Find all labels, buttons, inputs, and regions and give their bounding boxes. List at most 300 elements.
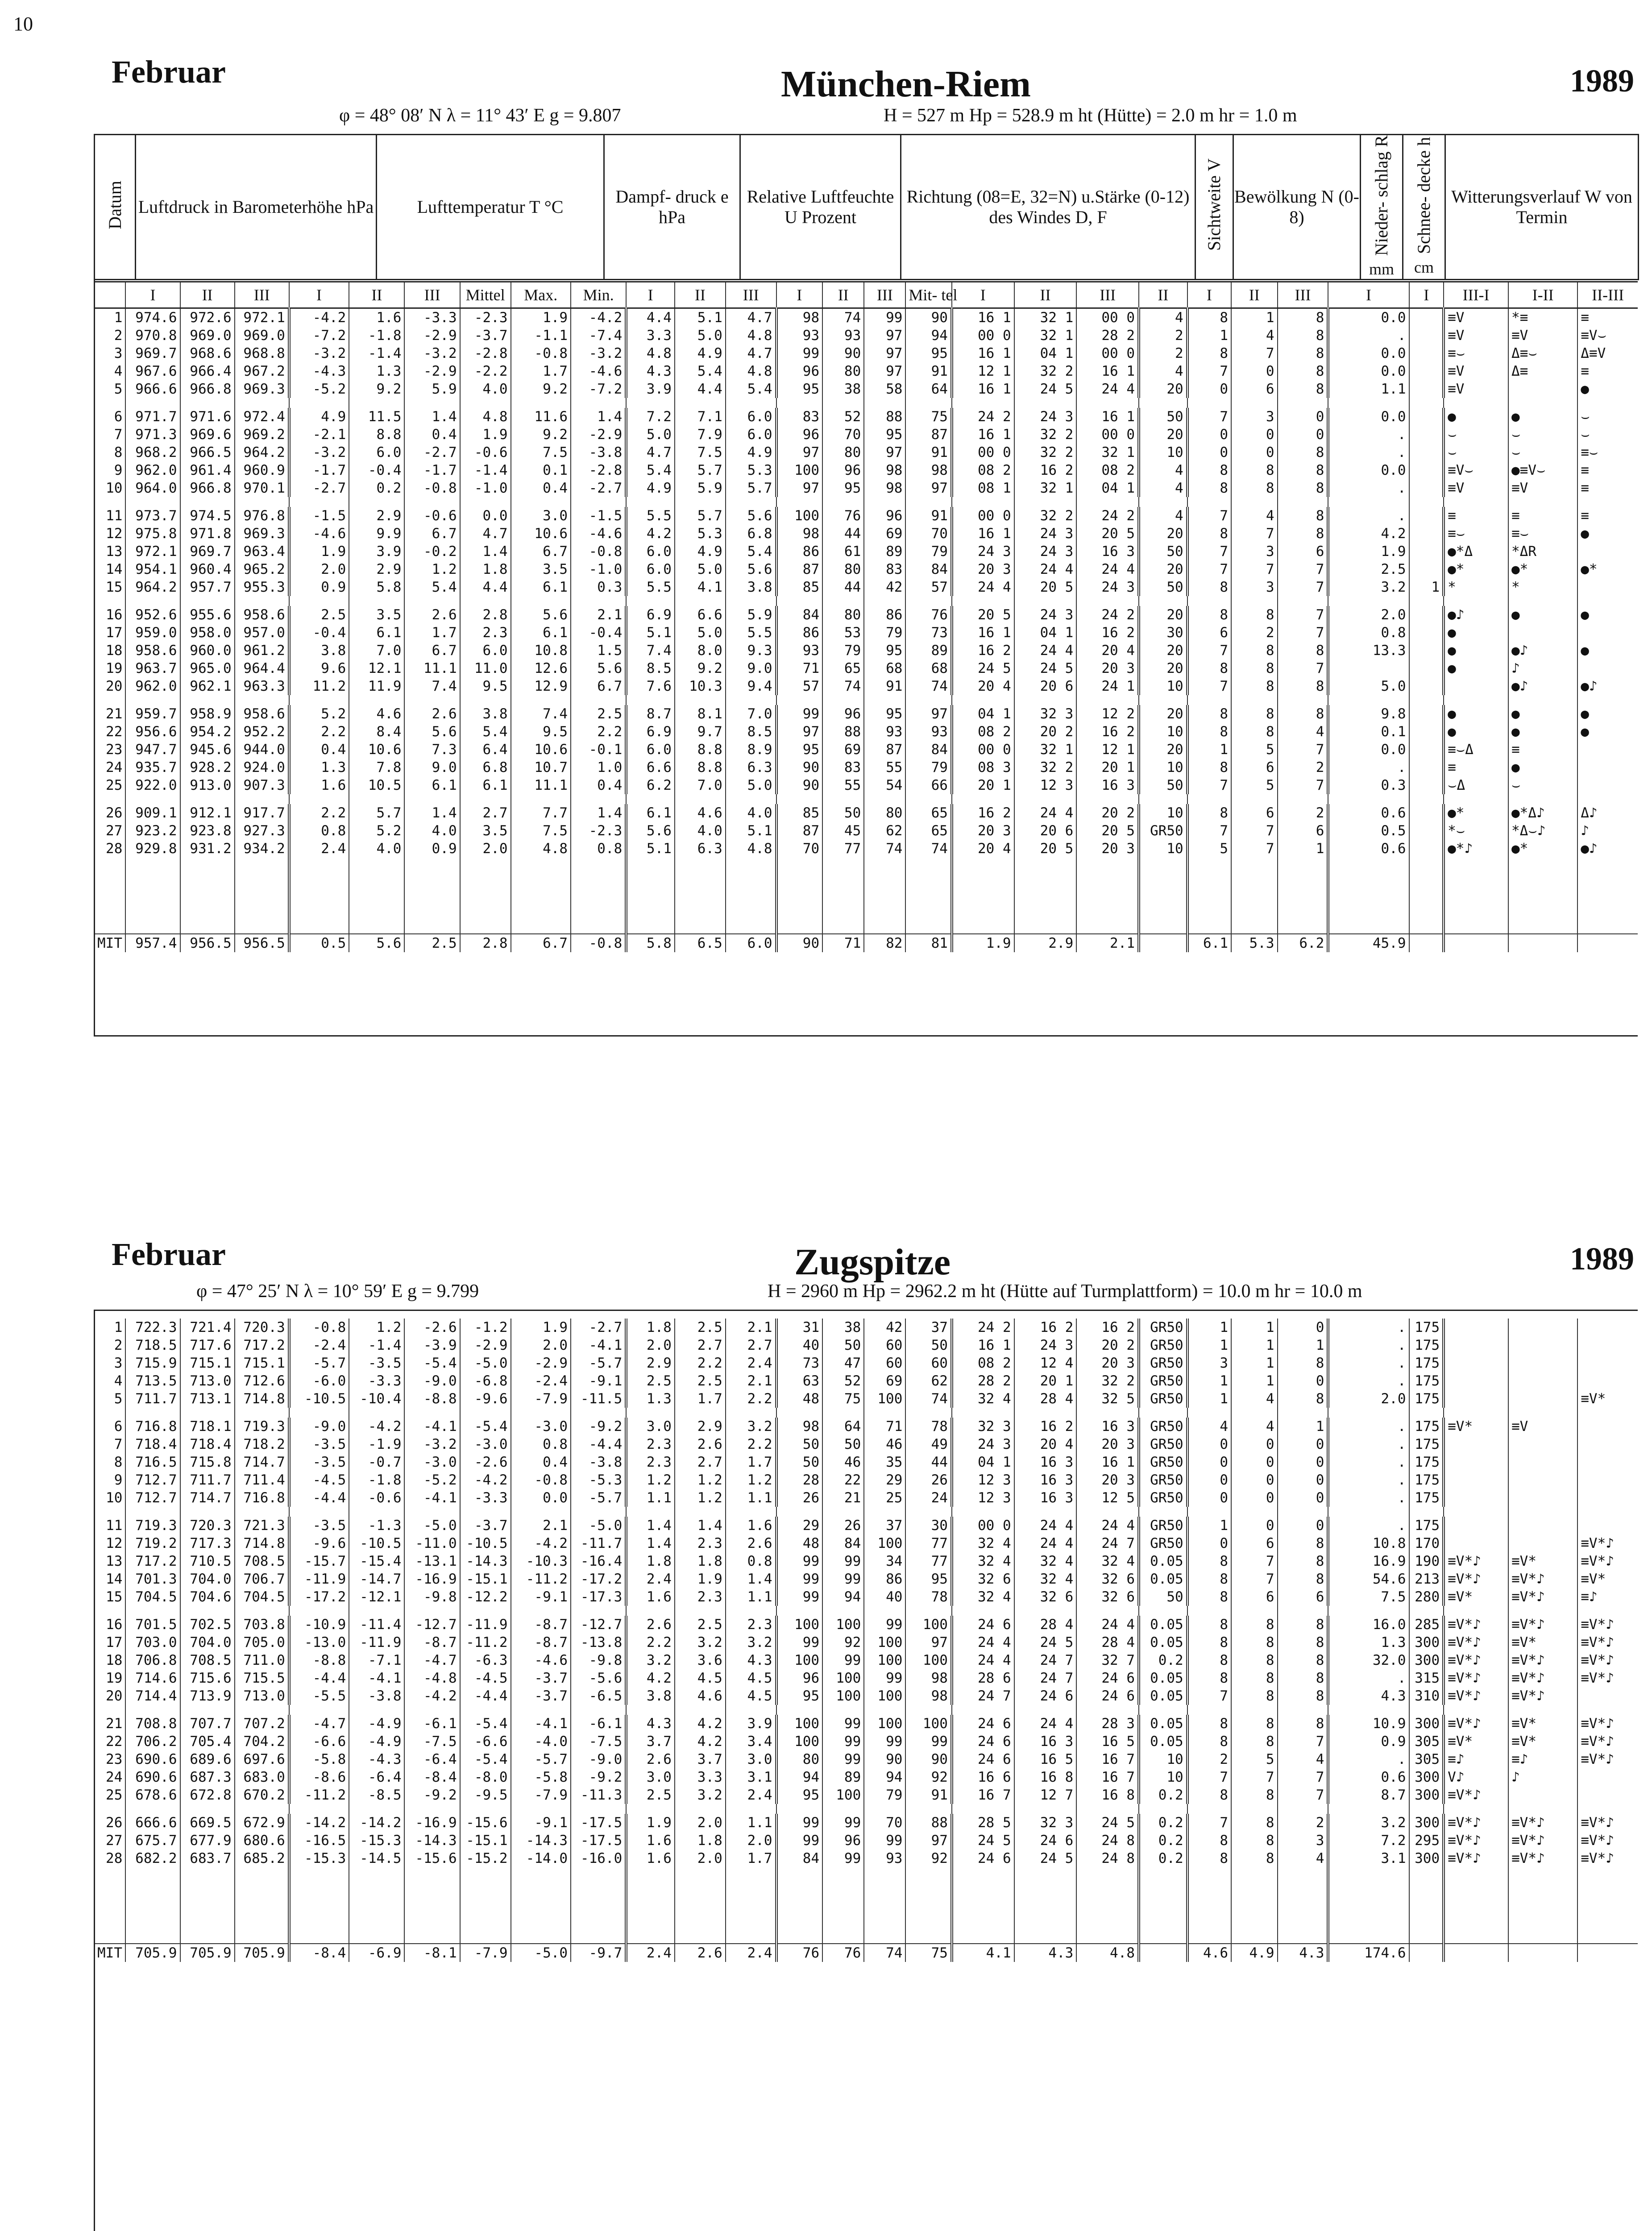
muenchen-cell: 5.1 [626, 624, 675, 642]
muenchen-cell: 100 [776, 461, 823, 479]
zugspitze-gap-cell [1014, 1804, 1077, 1814]
muenchen-cell: 24 4 [1014, 560, 1077, 578]
zugspitze-cell: 716.5 [125, 1453, 180, 1471]
muenchen-cell: -2.9 [404, 362, 460, 380]
zugspitze-cell: . [1328, 1489, 1409, 1507]
zugspitze-cell: 4 [94, 1372, 125, 1390]
zugspitze-cell: 16 1 [1076, 1453, 1139, 1471]
zugspitze-cell: 683.0 [235, 1768, 289, 1786]
muenchen-cell: 24 5 [1014, 380, 1077, 398]
zugspitze-cell: 50 [822, 1435, 864, 1453]
zugspitze-cell: 305 [1409, 1733, 1444, 1750]
muenchen-cell: 8.5 [726, 723, 776, 741]
zugspitze-cell: 689.6 [180, 1750, 235, 1768]
muenchen-cell: 6.0 [626, 543, 675, 560]
zugspitze-cell: 8 [1187, 1832, 1231, 1849]
muenchen-cell: 97 [864, 327, 905, 344]
zugspitze-cell: 78 [905, 1418, 952, 1435]
muenchen-cell [1409, 723, 1444, 741]
muenchen-gap-cell [180, 596, 235, 606]
zugspitze-cell: -4.3 [349, 1750, 404, 1768]
zugspitze-cell: 175 [1409, 1336, 1444, 1354]
muenchen-cell [1409, 507, 1444, 525]
zugspitze-cell: -15.3 [349, 1832, 404, 1849]
zugspitze-cell: 720.3 [235, 1319, 289, 1336]
muenchen-cell: 954.2 [180, 723, 235, 741]
muenchen-cell: 20 [1139, 380, 1187, 398]
zugspitze-cell: 78 [905, 1588, 952, 1606]
zugspitze-cell: -6.4 [349, 1768, 404, 1786]
zugspitze-cell: 0.05 [1139, 1616, 1187, 1634]
muenchen-cell: 4.8 [726, 840, 776, 858]
muenchen-cell: 2 [1231, 624, 1278, 642]
zugspitze-cell: 704.5 [125, 1588, 180, 1606]
zugspitze-cell: -5.0 [460, 1354, 511, 1372]
muenchen-table-row [94, 606, 1638, 624]
muenchen-cell: 44 [822, 525, 864, 543]
zugspitze-cell: 1 [1187, 1372, 1231, 1390]
zugspitze-cell: ≡V*♪ [1508, 1570, 1577, 1588]
zugspitze-cell: 99 [905, 1733, 952, 1750]
zugspitze-mittel-cell: 4.6 [1187, 1944, 1231, 1962]
zugspitze-cell: 52 [822, 1372, 864, 1390]
zugspitze-cell: 32 6 [1014, 1588, 1077, 1606]
zugspitze-cell: GR50 [1139, 1354, 1187, 1372]
zugspitze-cell: 10 [94, 1489, 125, 1507]
zugspitze-cell: 1.2 [675, 1489, 726, 1507]
muenchen-gap-cell [905, 497, 952, 507]
muenchen-cell: 11.6 [511, 408, 571, 426]
muenchen-cell [1409, 408, 1444, 426]
muenchen-cell: 8 [1231, 479, 1278, 497]
zugspitze-cell: 21 [94, 1715, 125, 1733]
muenchen-cell: 6.8 [460, 759, 511, 776]
zugspitze-cell: -14.3 [511, 1832, 571, 1849]
muenchen-cell: 24 3 [1014, 408, 1077, 426]
zugspitze-cell: 713.0 [235, 1687, 289, 1705]
muenchen-cell: -1.7 [289, 461, 349, 479]
muenchen-spacer-cell [180, 858, 235, 934]
muenchen-cell: 79 [905, 543, 952, 560]
zugspitze-spacer-cell [1278, 1867, 1328, 1944]
zugspitze-cell: 7 [1187, 1687, 1231, 1705]
zugspitze-mittel-cell: -6.9 [349, 1944, 404, 1962]
muenchen-subheader-cell: II [1231, 282, 1278, 308]
zugspitze-cell: -12.7 [404, 1616, 460, 1634]
zugspitze-cell: 69 [864, 1372, 905, 1390]
zugspitze-cell: 704.0 [180, 1570, 235, 1588]
zugspitze-gap-cell [94, 1507, 125, 1517]
zugspitze-cell: -4.0 [511, 1733, 571, 1750]
zugspitze-cell: -6.1 [571, 1715, 626, 1733]
zugspitze-cell: 175 [1409, 1372, 1444, 1390]
muenchen-gap-cell [1014, 794, 1077, 804]
muenchen-cell: 8 [1278, 327, 1328, 344]
zugspitze-cell: 24 6 [1014, 1832, 1077, 1849]
zugspitze-mittel-cell: 74 [864, 1944, 905, 1962]
zugspitze-table-row [94, 1768, 1638, 1786]
muenchen-cell: 2.7 [460, 804, 511, 822]
muenchen-cell: 1 [1278, 840, 1328, 858]
muenchen-cell: 16 3 [1076, 543, 1139, 560]
muenchen-cell: 32 2 [1014, 759, 1077, 776]
muenchen-gap-cell [776, 398, 823, 408]
zugspitze-cell: 175 [1409, 1390, 1444, 1408]
zugspitze-cell: 8 [1187, 1570, 1231, 1588]
zugspitze-gap-cell [952, 1804, 1014, 1814]
muenchen-cell: 4.9 [626, 479, 675, 497]
zugspitze-cell: 0 [1187, 1435, 1231, 1453]
zugspitze-mittel-cell: -8.4 [289, 1944, 349, 1962]
muenchen-mittel-cell: 90 [776, 934, 823, 952]
muenchen-table-row [94, 759, 1638, 776]
zugspitze-mittel-cell [1508, 1944, 1577, 1962]
muenchen-year: 1989 [1570, 63, 1634, 99]
muenchen-cell: 9.3 [726, 642, 776, 659]
muenchen-cell: 963.3 [235, 677, 289, 695]
zugspitze-gap-cell [460, 1705, 511, 1715]
muenchen-cell: 969.6 [180, 426, 235, 444]
muenchen-cell: ⌣Δ [1444, 776, 1508, 794]
muenchen-cell: 9.0 [726, 659, 776, 677]
zugspitze-cell: 20 3 [1076, 1435, 1139, 1453]
zugspitze-cell: 100 [776, 1715, 823, 1733]
zugspitze-cell: ≡V* [1508, 1715, 1577, 1733]
muenchen-cell: 95 [864, 426, 905, 444]
zugspitze-cell: 2.2 [726, 1390, 776, 1408]
muenchen-cell: 97 [776, 479, 823, 497]
muenchen-cell: Δ≡⌣ [1508, 344, 1577, 362]
zugspitze-gap-cell [125, 1408, 180, 1418]
muenchen-cell: 24 4 [1076, 560, 1139, 578]
muenchen-cell: 1.9 [460, 426, 511, 444]
muenchen-cell: 961.2 [235, 642, 289, 659]
muenchen-gap-cell [952, 596, 1014, 606]
muenchen-cell: * [1444, 578, 1508, 596]
muenchen-cell: 947.7 [125, 741, 180, 759]
zugspitze-cell: 0.05 [1139, 1570, 1187, 1588]
muenchen-cell: ●* [1508, 560, 1577, 578]
zugspitze-cell: 3.8 [626, 1687, 675, 1705]
muenchen-cell: 7.8 [349, 759, 404, 776]
zugspitze-cell: 74 [905, 1390, 952, 1408]
muenchen-gap-cell [952, 794, 1014, 804]
muenchen-table-row [94, 408, 1638, 426]
muenchen-cell: 4 [1139, 461, 1187, 479]
zugspitze-cell: 99 [864, 1832, 905, 1849]
muenchen-table-row [94, 624, 1638, 642]
zugspitze-top-rule [94, 1310, 1638, 1311]
muenchen-cell: 8.5 [626, 659, 675, 677]
zugspitze-cell: 28 2 [952, 1372, 1014, 1390]
zugspitze-cell: 3.4 [726, 1733, 776, 1750]
muenchen-gap-cell [1139, 596, 1187, 606]
zugspitze-gap-cell [864, 1804, 905, 1814]
zugspitze-coords: φ = 47° 25′ N λ = 10° 59′ E g = 9.799 [196, 1281, 479, 1302]
zugspitze-cell: 50 [905, 1336, 952, 1354]
muenchen-cell: 907.3 [235, 776, 289, 794]
zugspitze-cell: 1.1 [626, 1489, 675, 1507]
muenchen-cell: 11.0 [460, 659, 511, 677]
muenchen-cell: 5.6 [626, 822, 675, 840]
zugspitze-gap-cell [571, 1408, 626, 1418]
zugspitze-gap-cell [1444, 1705, 1508, 1715]
zugspitze-cell: 8 [94, 1453, 125, 1471]
zugspitze-cell: -8.5 [349, 1786, 404, 1804]
muenchen-cell: 80 [864, 804, 905, 822]
zugspitze-table-row [94, 1669, 1638, 1687]
muenchen-gap-cell [1328, 398, 1409, 408]
muenchen-gap-cell [626, 596, 675, 606]
muenchen-cell: 7 [1187, 677, 1231, 695]
header-niederschlag: Nieder- schlag R mm [1361, 135, 1403, 280]
muenchen-gap-cell [180, 398, 235, 408]
muenchen-gap-cell [511, 695, 571, 705]
muenchen-cell: 20 [1139, 426, 1187, 444]
muenchen-cell: 62 [864, 822, 905, 840]
zugspitze-cell: ≡V* [1444, 1733, 1508, 1750]
zugspitze-gap-cell [511, 1507, 571, 1517]
zugspitze-cell: -9.2 [571, 1418, 626, 1435]
muenchen-cell: 16 2 [952, 804, 1014, 822]
muenchen-gap-cell [289, 794, 349, 804]
zugspitze-cell: 5 [94, 1390, 125, 1408]
muenchen-cell: . [1328, 327, 1409, 344]
zugspitze-cell: 705.4 [180, 1733, 235, 1750]
zugspitze-gap-cell [1187, 1804, 1231, 1814]
zugspitze-gap-cell [905, 1507, 952, 1517]
zugspitze-cell: 714.7 [180, 1489, 235, 1507]
zugspitze-cell: 0.2 [1139, 1651, 1187, 1669]
muenchen-cell: 958.0 [180, 624, 235, 642]
page-number: 10 [13, 13, 33, 35]
zugspitze-cell: -7.5 [571, 1733, 626, 1750]
zugspitze-cell: 2.5 [675, 1372, 726, 1390]
muenchen-cell: 8 [1187, 705, 1231, 723]
muenchen-cell: ⌣ [1508, 426, 1577, 444]
zugspitze-mittel-cell: 4.8 [1076, 1944, 1139, 1962]
zugspitze-cell: 2.5 [626, 1372, 675, 1390]
muenchen-cell: Δ≡V [1577, 344, 1638, 362]
muenchen-mittel-cell [1577, 934, 1638, 952]
muenchen-cell: 00 0 [1076, 308, 1139, 327]
muenchen-cell: 20 [1139, 659, 1187, 677]
zugspitze-spacer-cell [726, 1867, 776, 1944]
zugspitze-cell: -4.4 [460, 1687, 511, 1705]
muenchen-cell [1409, 461, 1444, 479]
muenchen-cell: 966.6 [125, 380, 180, 398]
zugspitze-cell: 2.0 [675, 1814, 726, 1832]
zugspitze-cell: ≡V*♪ [1444, 1814, 1508, 1832]
muenchen-gap-cell [511, 497, 571, 507]
muenchen-gap-cell [404, 794, 460, 804]
zugspitze-spacer-cell [289, 1867, 349, 1944]
zugspitze-cell: 711.7 [180, 1471, 235, 1489]
zugspitze-gap-cell [626, 1507, 675, 1517]
muenchen-cell: 955.3 [235, 578, 289, 596]
zugspitze-spacer-cell [626, 1867, 675, 1944]
muenchen-gap-cell [776, 596, 823, 606]
muenchen-cell: 967.2 [235, 362, 289, 380]
muenchen-cell: 1 [1231, 308, 1278, 327]
zugspitze-gap-cell [1409, 1408, 1444, 1418]
muenchen-cell: 10 [1139, 444, 1187, 461]
zugspitze-cell: 24 3 [952, 1435, 1014, 1453]
zugspitze-table-row [94, 1354, 1638, 1372]
zugspitze-cell: 1.4 [726, 1570, 776, 1588]
zugspitze-cell: 2.3 [626, 1453, 675, 1471]
muenchen-cell: 79 [905, 759, 952, 776]
zugspitze-gap-cell [1231, 1507, 1278, 1517]
zugspitze-cell [1444, 1372, 1508, 1390]
zugspitze-cell [1508, 1435, 1577, 1453]
muenchen-cell: 7 [1278, 560, 1328, 578]
muenchen-cell: 4.2 [626, 525, 675, 543]
muenchen-cell: ● [1444, 408, 1508, 426]
zugspitze-cell [1444, 1517, 1508, 1534]
muenchen-mittel-cell: 81 [905, 934, 952, 952]
zugspitze-cell: 24 6 [952, 1616, 1014, 1634]
muenchen-gap-cell [404, 695, 460, 705]
muenchen-subheader-cell: I [626, 282, 675, 308]
muenchen-cell: 5.4 [460, 723, 511, 741]
muenchen-cell: 962.0 [125, 677, 180, 695]
muenchen-cell: 5.3 [726, 461, 776, 479]
muenchen-cell: 10.6 [349, 741, 404, 759]
muenchen-gap-cell [1139, 794, 1187, 804]
zugspitze-cell: 100 [905, 1616, 952, 1634]
muenchen-cell: 16 2 [952, 642, 1014, 659]
muenchen-gap-cell [822, 794, 864, 804]
muenchen-cell: 2.4 [289, 840, 349, 858]
zugspitze-cell: 24 5 [1014, 1849, 1077, 1867]
muenchen-left-rule [94, 134, 95, 1035]
zugspitze-cell: -2.6 [404, 1319, 460, 1336]
zugspitze-gap-cell [626, 1606, 675, 1616]
zugspitze-cell: 7 [1278, 1786, 1328, 1804]
zugspitze-cell: 42 [864, 1319, 905, 1336]
muenchen-cell: 24 3 [952, 543, 1014, 560]
muenchen-subheader-cell: III-I [1444, 282, 1508, 308]
zugspitze-cell: -14.3 [460, 1552, 511, 1570]
muenchen-cell: 98 [864, 461, 905, 479]
zugspitze-spacer-cell [1444, 1867, 1508, 1944]
zugspitze-cell: 2 [1278, 1814, 1328, 1832]
muenchen-subheader-cell: III [235, 282, 289, 308]
muenchen-cell: 6.3 [675, 840, 726, 858]
muenchen-cell: 4 [1278, 723, 1328, 741]
muenchen-cell: ● [1444, 723, 1508, 741]
muenchen-cell: 1.4 [571, 408, 626, 426]
muenchen-gap-cell [1014, 497, 1077, 507]
muenchen-cell: 8 [1187, 606, 1231, 624]
zugspitze-cell: ≡V*♪ [1444, 1849, 1508, 1867]
zugspitze-gap-cell [1014, 1408, 1077, 1418]
muenchen-cell: 8.0 [675, 642, 726, 659]
muenchen-cell: 0.0 [1328, 461, 1409, 479]
muenchen-cell: 0.9 [289, 578, 349, 596]
zugspitze-cell: -3.5 [289, 1517, 349, 1534]
muenchen-cell: ● [1508, 705, 1577, 723]
zugspitze-spacer-cell [952, 1867, 1014, 1944]
muenchen-cell: 9.0 [404, 759, 460, 776]
zugspitze-cell: -13.1 [404, 1552, 460, 1570]
muenchen-cell: ●* [1508, 840, 1577, 858]
muenchen-cell: ●* [1444, 560, 1508, 578]
zugspitze-cell [1508, 1786, 1577, 1804]
zugspitze-cell: 62 [905, 1372, 952, 1390]
zugspitze-cell: ≡V*♪ [1444, 1715, 1508, 1733]
muenchen-cell: 8 [1231, 659, 1278, 677]
muenchen-gap-cell [94, 695, 125, 705]
muenchen-spacer-cell [349, 858, 404, 934]
zugspitze-cell: ≡V*♪ [1508, 1616, 1577, 1634]
muenchen-spacer-cell [822, 858, 864, 934]
muenchen-cell: 7 [1187, 560, 1231, 578]
muenchen-cell: 971.3 [125, 426, 180, 444]
muenchen-mittel-cell: 6.2 [1278, 934, 1328, 952]
muenchen-cell: 8 [1231, 723, 1278, 741]
zugspitze-cell: 1.7 [726, 1453, 776, 1471]
zugspitze-cell: 24 4 [1076, 1616, 1139, 1634]
zugspitze-cell: 669.5 [180, 1814, 235, 1832]
zugspitze-cell: 1 [1231, 1336, 1278, 1354]
muenchen-group-gap [94, 695, 1638, 705]
zugspitze-mittel-cell [1444, 1944, 1508, 1962]
zugspitze-cell: -11.4 [349, 1616, 404, 1634]
muenchen-gap-cell [94, 794, 125, 804]
zugspitze-cell: 0 [1231, 1471, 1278, 1489]
muenchen-cell: 0 [1231, 362, 1278, 380]
zugspitze-cell: -9.1 [571, 1372, 626, 1390]
zugspitze-cell: 2.7 [675, 1453, 726, 1471]
zugspitze-cell: 00 0 [952, 1517, 1014, 1534]
zugspitze-cell: 1.6 [726, 1517, 776, 1534]
muenchen-table-row [94, 525, 1638, 543]
muenchen-cell: 08 1 [952, 479, 1014, 497]
muenchen-spacer-cell [571, 858, 626, 934]
zugspitze-cell: -15.1 [460, 1832, 511, 1849]
muenchen-cell: 9.2 [675, 659, 726, 677]
zugspitze-mittel-cell: -7.9 [460, 1944, 511, 1962]
zugspitze-cell: -3.7 [460, 1517, 511, 1534]
zugspitze-gap-cell [1328, 1804, 1409, 1814]
zugspitze-cell: 0.05 [1139, 1715, 1187, 1733]
muenchen-cell: 12.6 [511, 659, 571, 677]
muenchen-cell: 12 1 [1076, 741, 1139, 759]
zugspitze-gap-cell [1328, 1705, 1409, 1715]
muenchen-cell: 57 [776, 677, 823, 695]
zugspitze-cell [1508, 1534, 1577, 1552]
zugspitze-data-table [94, 1319, 1638, 1962]
muenchen-cell: Δ≡ [1508, 362, 1577, 380]
muenchen-cell: -3.7 [460, 327, 511, 344]
muenchen-cell: 1.2 [404, 560, 460, 578]
muenchen-cell: 79 [864, 624, 905, 642]
muenchen-cell: 11.1 [404, 659, 460, 677]
muenchen-cell: 10 [94, 479, 125, 497]
muenchen-cell: ≡V⌣ [1444, 461, 1508, 479]
zugspitze-cell: 16 6 [952, 1768, 1014, 1786]
muenchen-cell: . [1328, 759, 1409, 776]
zugspitze-cell: 8 [1231, 1651, 1278, 1669]
zugspitze-spacer-cell [511, 1867, 571, 1944]
muenchen-cell: 5.1 [726, 822, 776, 840]
zugspitze-cell: 3.3 [675, 1768, 726, 1786]
muenchen-cell: 969.2 [235, 426, 289, 444]
muenchen-gap-cell [180, 497, 235, 507]
muenchen-gap-cell [1187, 596, 1231, 606]
